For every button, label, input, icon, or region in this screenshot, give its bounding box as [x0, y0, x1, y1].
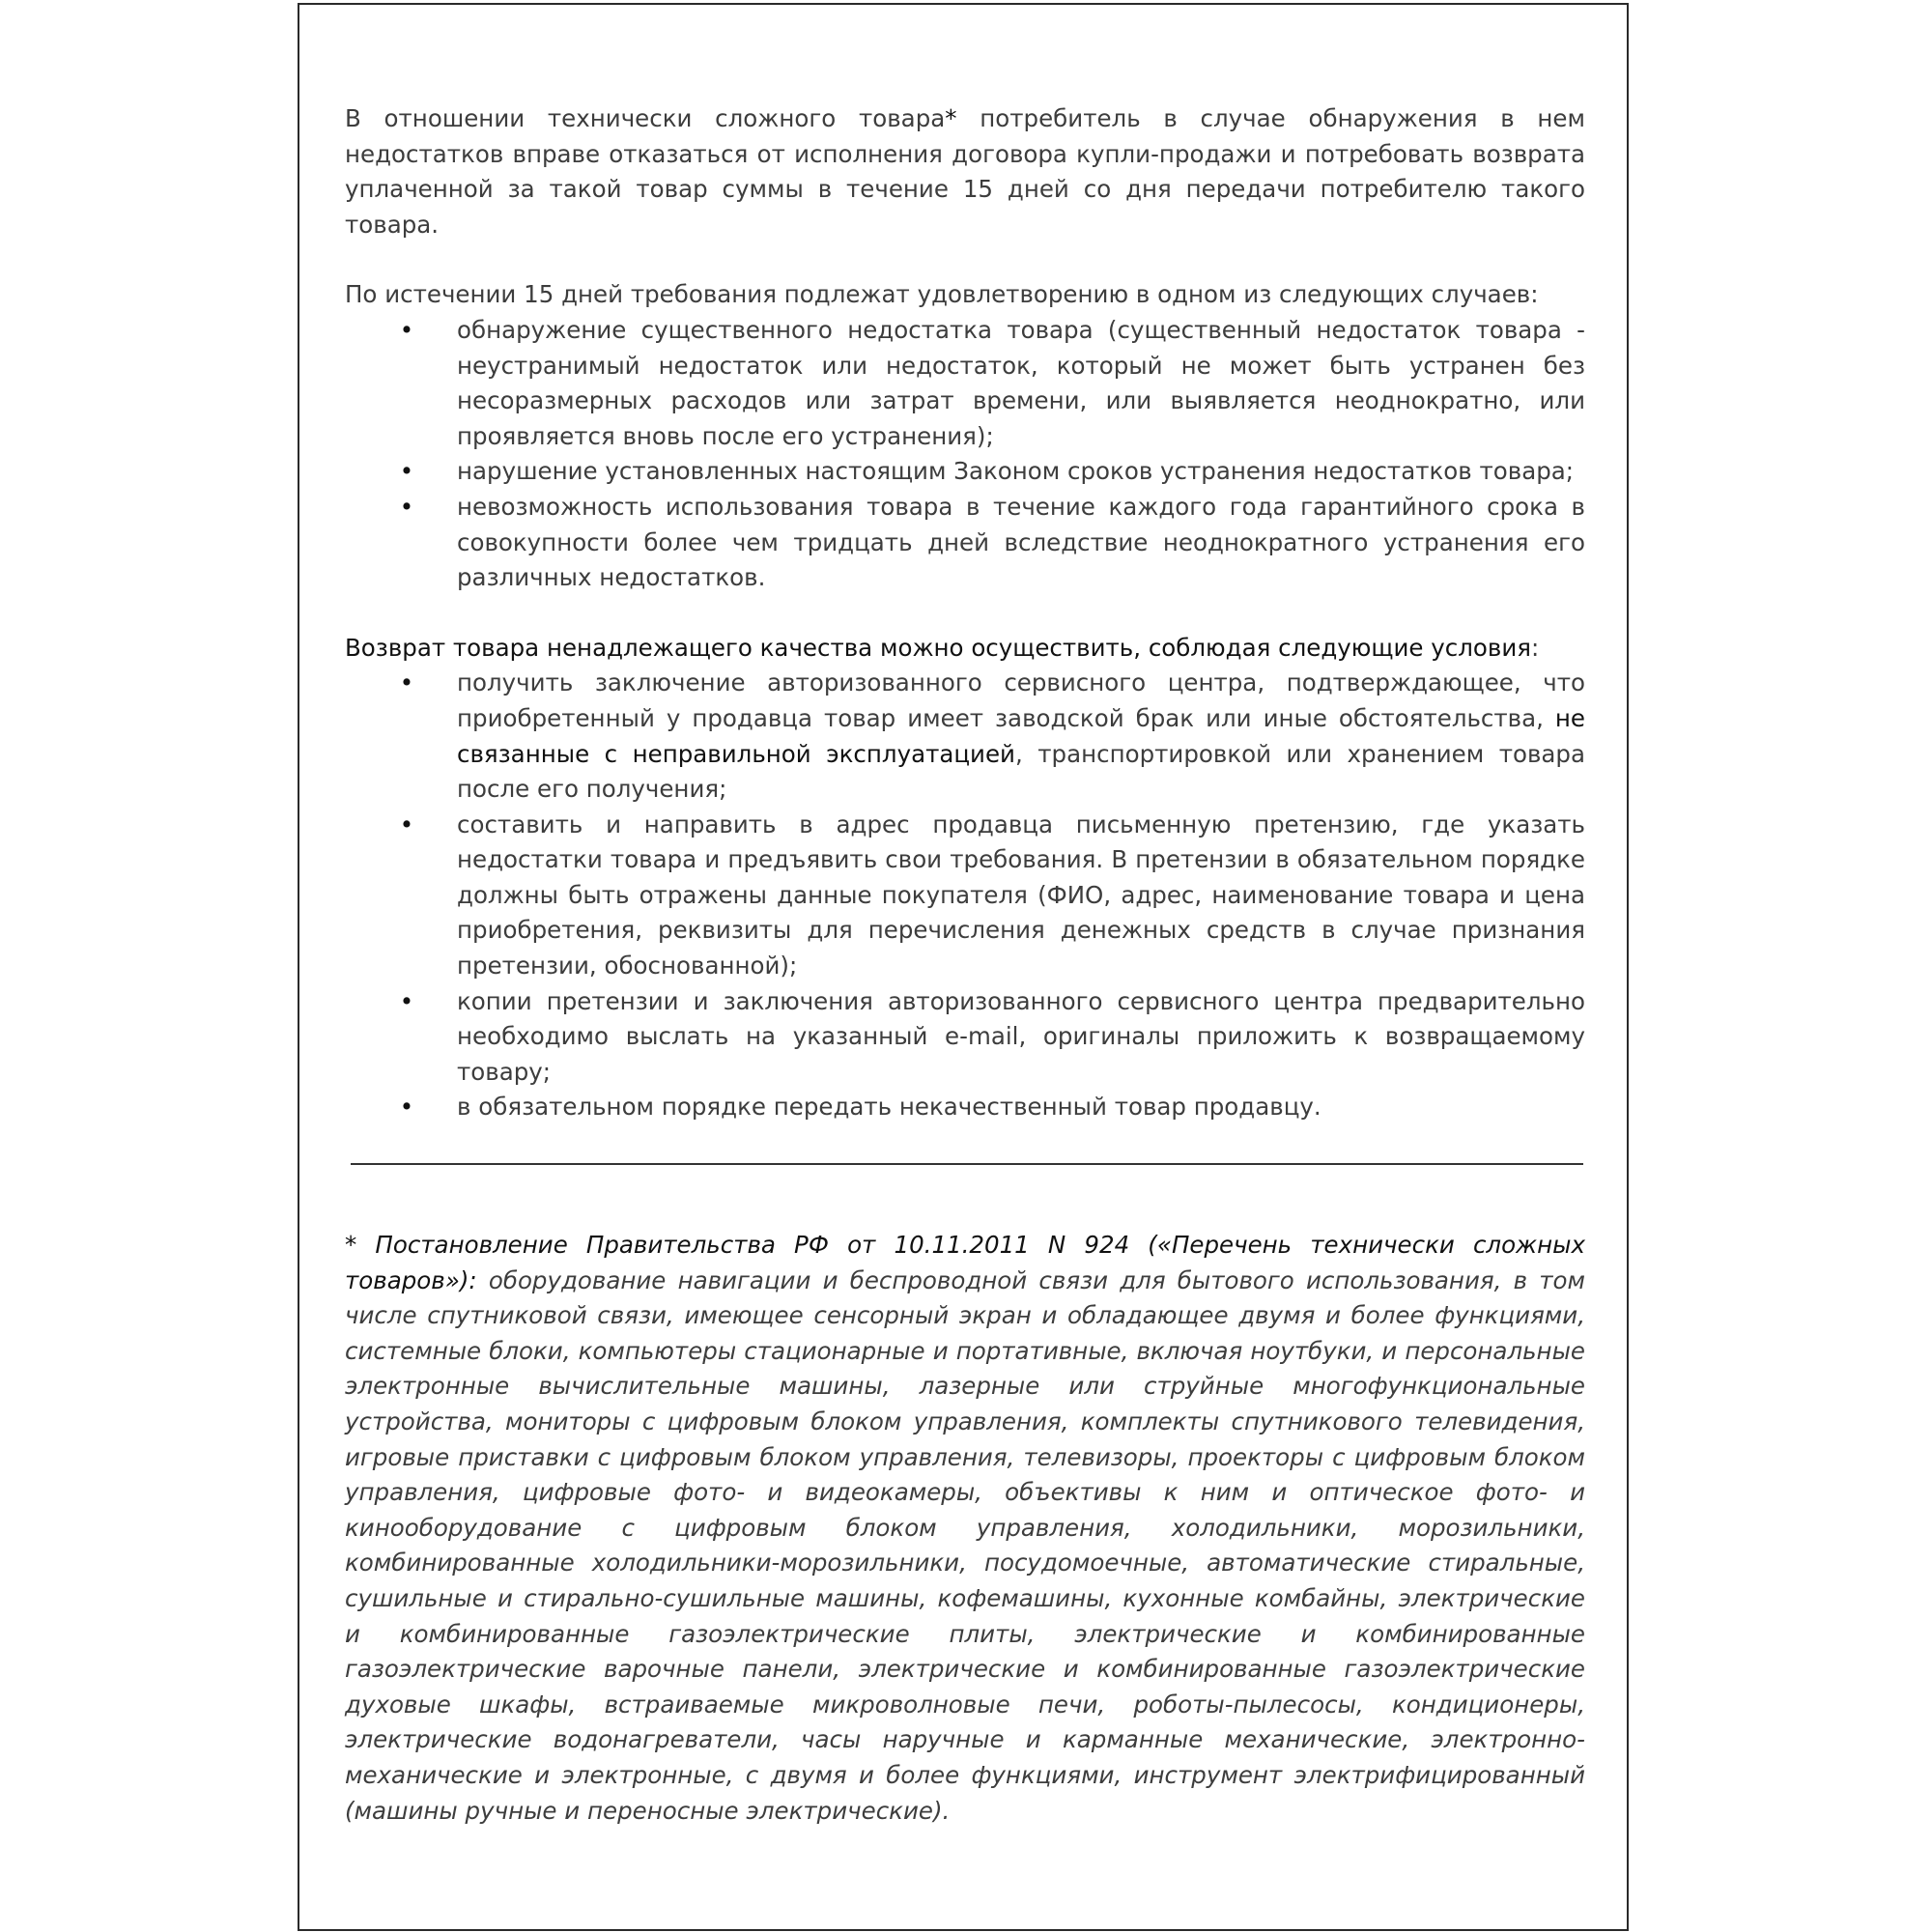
list-item — [345, 808, 1585, 984]
bullet-icon: • — [399, 668, 414, 697]
document-body — [345, 101, 1585, 1125]
bullet-icon: • — [399, 810, 414, 838]
list-item-text: в обязательном порядке передать некачественный товар продавцу. — [457, 1093, 1321, 1122]
paragraph-spacer — [345, 596, 1585, 631]
list-item-text: составить и направить в адрес продавца письменную претензию, где указать недостатки товара и предъявить свои требования. В претензии в обязательном порядке должны быть отражены данные покупателя (ФИО, адрес, наименование товара и цена приобретения, реквизиты для перечисления денежных средств в случае признания претензии, обоснованной); — [457, 810, 1585, 980]
list-item-text: нарушение установленных настоящим Законом сроков устранения недостатков товара; — [457, 457, 1575, 486]
list-item — [345, 984, 1585, 1091]
list-item-text-end: , транспортировкой или хранением товара после его получения; — [457, 739, 1585, 804]
paragraph-spacer — [345, 242, 1585, 277]
footnote-marker: * — [945, 104, 957, 132]
footnote — [345, 1228, 1585, 1829]
list-item — [345, 454, 1585, 490]
bullet-icon: • — [399, 1093, 414, 1122]
footnote-text: оборудование навигации и беспроводной связи для бытового использования, в том числе спутниковой связи, имеющее сенсорный экран и обладающее двумя и более функциями, системные блоки, компьютеры стационарные и портативные, включая ноутбуки, и персональные электронные вычислительные машины, лазерные или струйные многофункциональные устройства, мониторы с цифровым блоком управления, комплекты спутникового телевидения, игровые приставки с цифровым блоком управления, телевизоры, проекторы с цифровым блоком управления, цифровые фото- и видеокамеры, объективы к ним и оптическое фото- и кинооборудование с цифровым блоком управления, холодильники, морозильники, комбинированные холодильники-морозильники, посудомоечные, автоматические стиральные, сушильные и стирально-сушильные машины, кофемашины, кухонные комбайны, электрические и комбинированные газоэлектрические плиты, электрические и комбинированные газоэлектрические варочные панели, электрические и комбинированные газоэлектрические духовые шкафы, встраиваемые микроволновые печи, роботы-пылесосы, кондиционеры, электрические водонагреватели, часы наручные и карманные механические, электронно-механические и электронные, с двумя и более функциями, инструмент электрифицированный (машины ручные и переносные электрические). — [345, 1265, 1585, 1825]
list-item — [345, 490, 1585, 596]
list-item-emphasis: не связанные с неправильной эксплуатацией — [457, 703, 1585, 768]
bullet-icon: • — [399, 986, 414, 1015]
footnote-star: * — [345, 1231, 357, 1259]
footnote-divider — [351, 1163, 1583, 1165]
list-item-text-start: получить заключение авторизованного сервисного центра, подтверждающее, что приобретенный у продавца товар имеет заводской брак или иные обстоятельства, — [457, 668, 1585, 732]
document-page — [298, 3, 1629, 1931]
list-item-text: невозможность использования товара в течение каждого года гарантийного срока в совокупности более чем тридцать дней вследствие неоднократного устранения его различных недостатков. — [457, 492, 1585, 592]
bullet-icon: • — [399, 492, 414, 521]
list-item-text: обнаружение существенного недостатка товара (существенный недостаток товара - неустранимый недостаток или недостаток, который не может быть устранен без несоразмерных расходов или затрат времени, или выявляется неоднократно, или проявляется вновь после его устранения); — [457, 315, 1585, 450]
intro-paragraph — [345, 101, 1585, 242]
return-conditions-heading — [345, 631, 1585, 667]
footnote-heading: Постановление Правительства РФ от 10.11.2011 N 924 («Перечень технически сложных товаров»): — [345, 1231, 1585, 1294]
list-item — [345, 666, 1585, 807]
bullet-icon: • — [399, 457, 414, 486]
after-15-days-heading: По истечении 15 дней требования подлежат удовлетворению в одном из следующих случаев: — [345, 280, 1539, 309]
list-item — [345, 1090, 1585, 1125]
heading-colon: : — [1531, 633, 1540, 662]
return-conditions-heading-text: Возврат товара ненадлежащего качества можно осуществить, соблюдая следующие условия — [345, 633, 1531, 662]
list-item-text: копии претензии и заключения авторизованного сервисного центра предварительно необходимо выслать на указанный e-mail, оригиналы приложить к возвращаемому товару; — [457, 986, 1585, 1086]
intro-text-end: потребитель в случае обнаружения в нем недостатков вправе отказаться от исполнения договора купли-продажи и потребовать возврата уплаченной за такой товар суммы в течение 15 дней со дня передачи потребителю такого товара. — [345, 104, 1585, 239]
intro-text-start: В отношении технически сложного товара — [345, 104, 946, 132]
after-15-days-list — [345, 313, 1585, 596]
bullet-icon: • — [399, 315, 414, 344]
return-conditions-list — [345, 666, 1585, 1125]
list-item — [345, 313, 1585, 454]
